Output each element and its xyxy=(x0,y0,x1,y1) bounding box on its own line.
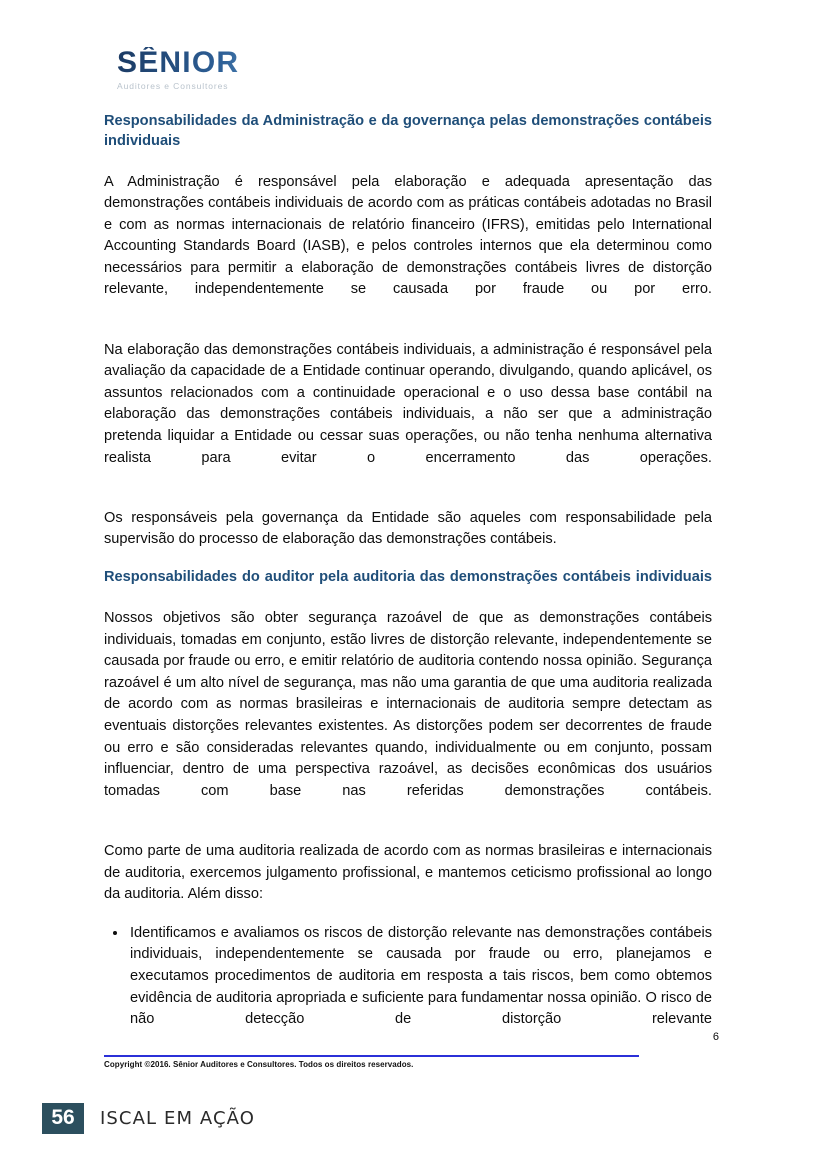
logo-tagline: Auditores e Consultores xyxy=(117,80,229,91)
list-item xyxy=(104,923,712,1053)
paragraph-spacer xyxy=(104,491,712,508)
company-logo xyxy=(117,47,347,91)
paragraph-going-concern: Na elaboração das demonstrações contábeis individuais, a administração é responsável pela avaliação da capacidade de a Entidade continuar operando, divulgando, quando aplicável, os assuntos relacionados com a continuidade operacional e o uso dessa base contábil na elaboração das demonstrações contábeis individuais, a não ser que a administração pretenda liquidar a Entidade ou cessar suas operações, ou não tenha nenhuma alternativa realista para evitar o encerramento das operações. xyxy=(104,341,712,466)
paragraph-governance-supervision: Os responsáveis pela governança da Entidade são aqueles com responsabilidade pela supervisão do processo de elaboração das demonstrações contábeis. xyxy=(104,509,712,548)
page-number: 6 xyxy=(712,1031,719,1043)
section-heading-management-responsibilities: Responsabilidades da Administração e da governança pelas demonstrações contábeis individuais xyxy=(104,113,712,149)
paragraph-spacer xyxy=(104,323,712,340)
banner-title: ISCAL EM AÇÃO xyxy=(100,1107,256,1129)
paragraph-spacer xyxy=(104,824,712,841)
bottom-banner xyxy=(0,1098,826,1138)
document-body xyxy=(104,112,712,1052)
paragraph-management-preparation: A Administração é responsável pela elaboração e adequada apresentação das demonstrações contábeis individuais de acordo com as práticas contábeis adotadas no Brasil e com as normas internacionais de relatório financeiro (IFRS), emitidas pelo International Accounting Standards Board (IASB), e pelos controles internos que ela determinou como necessários para permitir a elaboração de demonstrações contábeis livres de distorção relevante, independentemente se causada por fraude ou por erro. xyxy=(104,173,712,298)
logo-wordmark: SÊNIOR xyxy=(117,47,347,79)
footer-divider xyxy=(104,1055,639,1057)
auditor-procedures-list xyxy=(104,923,712,1053)
banner-page-number: 56 xyxy=(42,1103,84,1134)
paragraph-professional-judgement: Como parte de uma auditoria realizada de acordo com as normas brasileiras e internacionais de auditoria, exercemos julgamento profissional, e mantemos ceticismo profissional ao longo da auditoria. Além disso: xyxy=(104,842,712,903)
footer-copyright: Copyright ©2016. Sênior Auditores e Consultores. Todos os direitos reservados. xyxy=(104,1060,414,1069)
section-heading-auditor-responsibilities: Responsabilidades do auditor pela auditoria das demonstrações contábeis individuais xyxy=(104,569,712,585)
paragraph-spacer xyxy=(104,906,712,923)
paragraph-audit-objectives: Nossos objetivos são obter segurança razoável de que as demonstrações contábeis individuais, tomadas em conjunto, estão livres de distorção relevante, independentemente se causada por fraude ou erro, e emitir relatório de auditoria contendo nossa opinião. Segurança razoável é um alto nível de segurança, mas não uma garantia de que uma auditoria realizada de acordo com as normas brasileiras e internacionais de auditoria sempre detectam as eventuais distorções relevantes existentes. As distorções podem ser decorrentes de fraude ou erro e são consideradas relevantes quando, individualmente ou em conjunto, possam influenciar, dentro de uma perspectiva razoável, as decisões econômicas dos usuários tomadas com base nas referidas demonstrações contábeis. xyxy=(104,610,712,799)
list-item-text: Identificamos e avaliamos os riscos de distorção relevante nas demonstrações contábeis individuais, independentemente se causada por fraude ou erro, planejamos e executamos procedimentos de auditoria em resposta a tais riscos, bem como obtemos evidência de auditoria apropriada e suficiente para fundamentar nossa opinião. O risco de não detecção de distorção relevante xyxy=(130,924,712,1028)
paragraph-spacer xyxy=(104,551,712,568)
bullet-dot-icon xyxy=(113,931,117,935)
